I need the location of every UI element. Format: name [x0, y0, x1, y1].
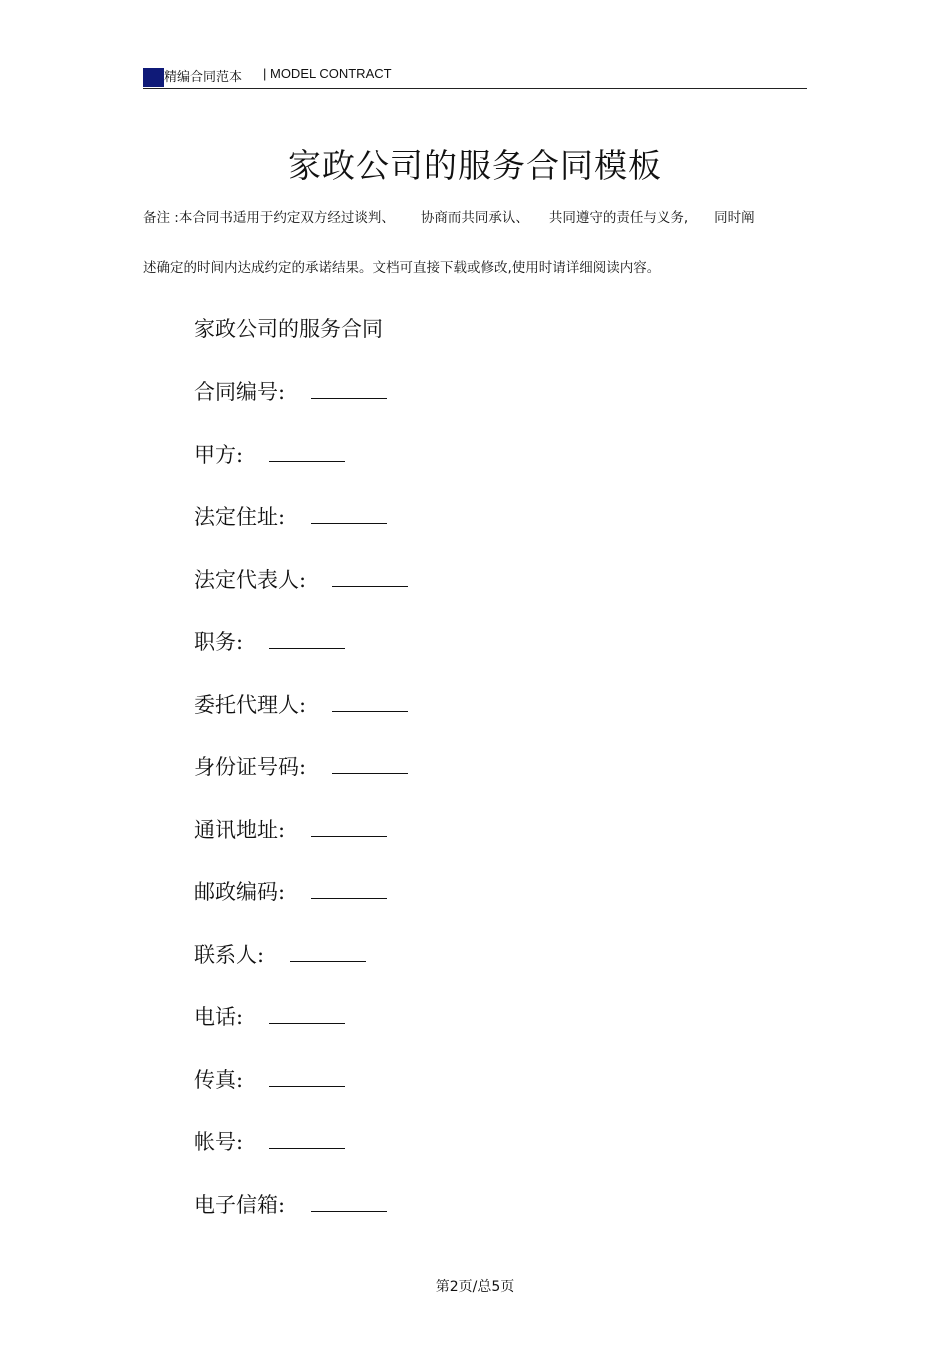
brand-logo-icon — [143, 68, 164, 87]
field-label: 合同编号: — [194, 380, 286, 404]
field-agent — [194, 689, 408, 719]
field-legal-representative — [194, 564, 408, 594]
field-postal-code — [194, 876, 387, 906]
field-blank[interactable] — [311, 380, 387, 399]
field-label: 甲方: — [194, 443, 244, 467]
field-mailing-address — [194, 814, 387, 844]
field-label: 身份证号码: — [194, 755, 307, 779]
field-blank[interactable] — [332, 693, 408, 712]
field-label: 邮政编码: — [194, 880, 286, 904]
field-blank[interactable] — [311, 818, 387, 837]
field-blank[interactable] — [269, 1130, 345, 1149]
contract-heading: 家政公司的服务合同 — [194, 317, 383, 341]
field-legal-address — [194, 501, 387, 531]
field-blank[interactable] — [311, 505, 387, 524]
field-email — [194, 1189, 387, 1219]
note-part-3: 共同遵守的责任与义务, — [548, 210, 689, 226]
field-label: 电子信箱: — [194, 1193, 286, 1217]
field-label: 联系人: — [194, 943, 265, 967]
field-label: 电话: — [194, 1005, 244, 1029]
field-phone — [194, 1001, 345, 1031]
header-brand: 精编合同范本 — [164, 70, 243, 85]
field-contract-number — [194, 376, 387, 406]
field-blank[interactable] — [269, 1068, 345, 1087]
document-title: 家政公司的服务合同模板 — [288, 146, 662, 185]
field-blank[interactable] — [311, 880, 387, 899]
field-blank[interactable] — [332, 755, 408, 774]
header-tagline: | MODEL CONTRACT — [263, 66, 392, 81]
field-label: 法定住址: — [194, 505, 286, 529]
field-account — [194, 1126, 345, 1156]
field-blank[interactable] — [269, 1005, 345, 1024]
note-part-2: 协商而共同承认、 — [420, 210, 529, 226]
field-blank[interactable] — [290, 943, 366, 962]
field-blank[interactable] — [311, 1193, 387, 1212]
page-header — [143, 62, 807, 89]
field-label: 通讯地址: — [194, 818, 286, 842]
field-label: 法定代表人: — [194, 568, 307, 592]
field-position — [194, 626, 345, 656]
field-contact-person — [194, 939, 366, 969]
field-blank[interactable] — [269, 630, 345, 649]
field-blank[interactable] — [332, 568, 408, 587]
note-line-2: 述确定的时间内达成约定的承诺结果。文档可直接下载或修改,使用时请详细阅读内容。 — [143, 260, 661, 276]
field-label: 帐号: — [194, 1130, 244, 1154]
page-number: 第2页/总5页 — [435, 1279, 515, 1295]
field-party-a — [194, 439, 345, 469]
field-blank[interactable] — [269, 443, 345, 462]
field-fax — [194, 1064, 345, 1094]
field-label: 委托代理人: — [194, 693, 307, 717]
note-part-4: 同时阐 — [714, 210, 755, 226]
field-id-number — [194, 751, 408, 781]
field-label: 职务: — [194, 630, 244, 654]
note-part-1: 备注 :本合同书适用于约定双方经过谈判、 — [143, 210, 395, 226]
field-label: 传真: — [194, 1068, 244, 1092]
note-line-1 — [143, 208, 807, 228]
